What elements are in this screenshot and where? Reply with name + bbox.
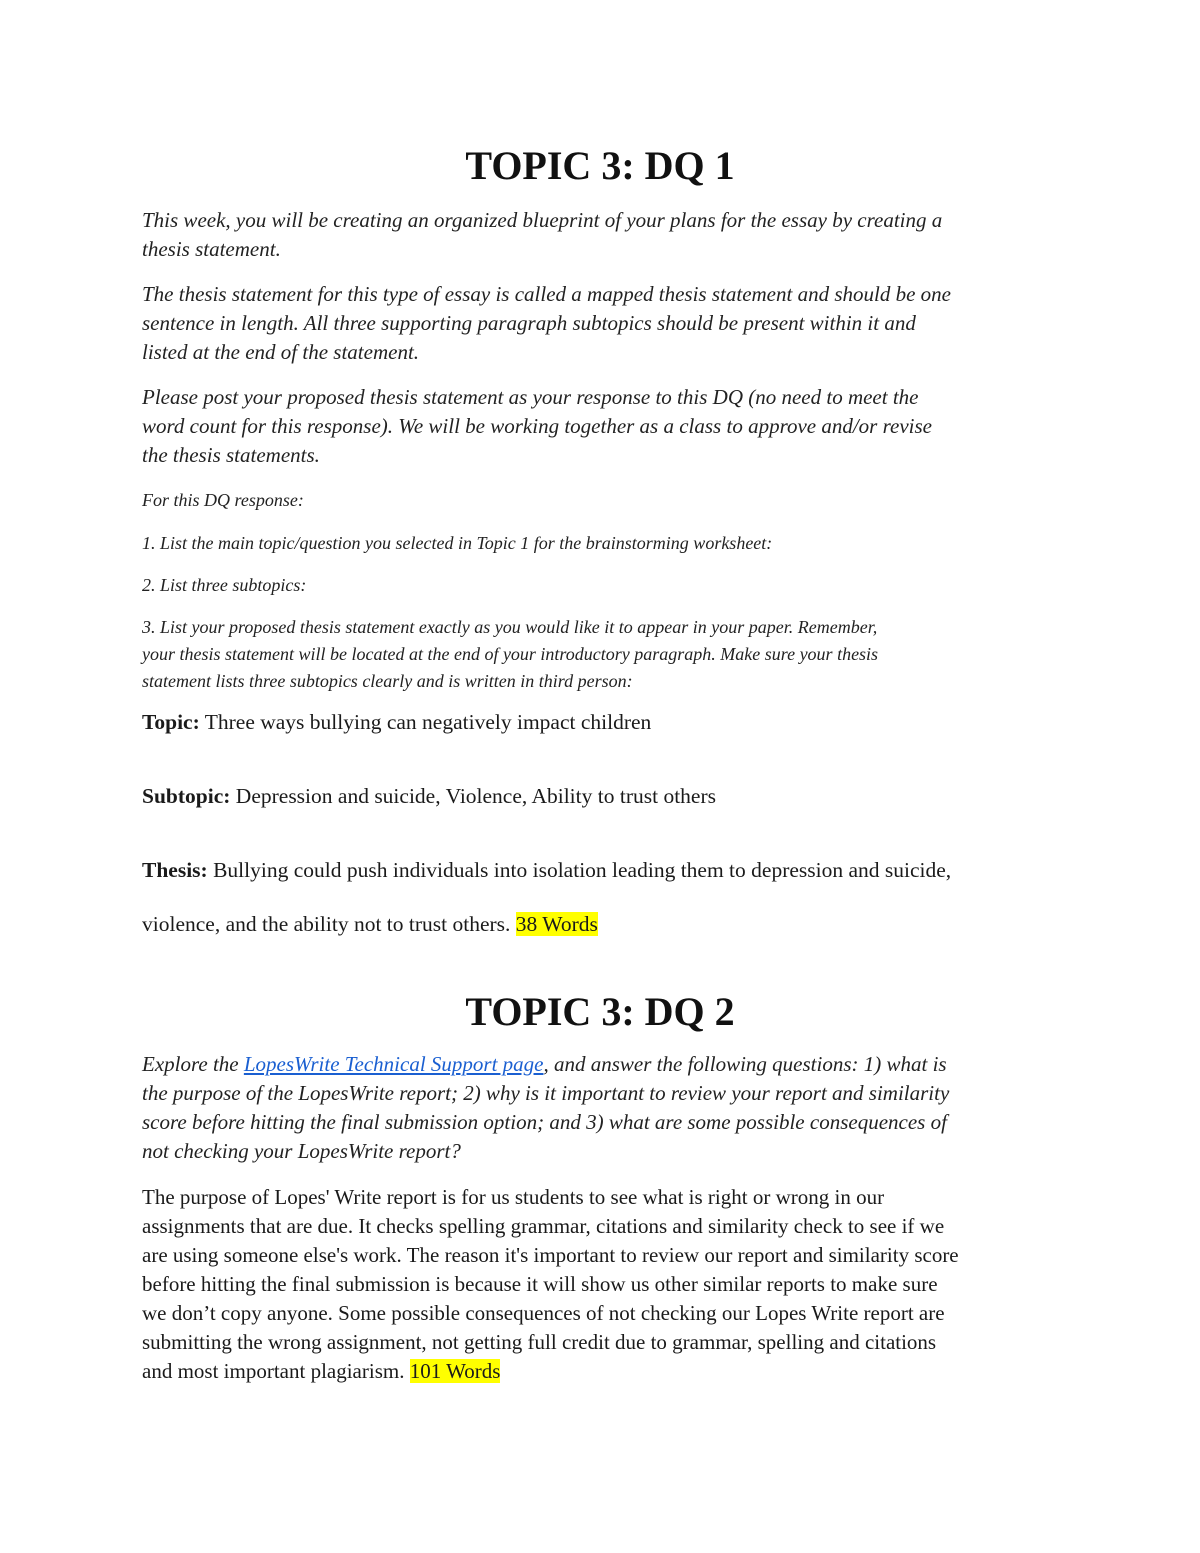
dq1-item-2: 2. List three subtopics:	[142, 575, 307, 595]
word-count-badge: 101 Words	[409, 1359, 501, 1383]
dq2-prompt-line: not checking your LopesWrite report?	[142, 1139, 461, 1163]
topic-label: Topic:	[142, 710, 200, 734]
dq1-p3-line: Please post your proposed thesis statement as your response to this DQ (no need to meet the	[142, 385, 919, 409]
dq2-answer-line: assignments that are due. It checks spelling grammar, citations and similarity check to see if we	[142, 1214, 945, 1238]
topic-value: Three ways bullying can negatively impact children	[199, 710, 652, 734]
dq1-item-3-line: your thesis statement will be located at the end of your introductory paragraph. Make sure your thesis	[142, 644, 879, 664]
dq2-answer-text: and most important plagiarism.	[142, 1359, 410, 1383]
dq1-thesis-row	[142, 858, 951, 883]
dq2-answer-line: are using someone else's work. The reason it's important to review our report and similarity score	[142, 1243, 959, 1267]
dq2-answer-line: The purpose of Lopes' Write report is for us students to see what is right or wrong in our	[142, 1185, 885, 1209]
dq1-p1-line: thesis statement.	[142, 237, 281, 261]
lopeswrite-support-link[interactable]: LopesWrite Technical Support page	[243, 1052, 544, 1076]
subtopic-value: Depression and suicide, Violence, Ability to trust others	[230, 784, 716, 808]
dq2-prompt-line: the purpose of the LopesWrite report; 2) why is it important to review your report and similarity	[142, 1081, 950, 1105]
dq2-prompt-line	[142, 1050, 947, 1079]
dq1-p2-line: listed at the end of the statement.	[142, 340, 420, 364]
dq1-item-1: 1. List the main topic/question you selected in Topic 1 for the brainstorming worksheet:	[142, 533, 773, 553]
dq2-prompt-text: Explore the	[142, 1052, 244, 1076]
dq1-item-3-line: 3. List your proposed thesis statement exactly as you would like it to appear in your paper. Remember,	[142, 617, 878, 637]
word-count-badge: 38 Words	[515, 912, 598, 936]
dq1-subtopic-row	[142, 784, 716, 809]
dq2-title: TOPIC 3: DQ 2	[465, 989, 735, 1034]
dq1-thesis-row-2	[142, 912, 598, 937]
dq1-title: TOPIC 3: DQ 1	[465, 143, 735, 188]
dq2-answer-line: before hitting the final submission is because it will show us other similar reports to make sure	[142, 1272, 938, 1296]
dq2-answer-last-line	[142, 1357, 500, 1386]
dq1-p2-line: The thesis statement for this type of essay is called a mapped thesis statement and should be one	[142, 282, 951, 306]
thesis-value: Bullying could push individuals into isolation leading them to depression and suicide,	[207, 858, 952, 882]
dq1-p1-line: This week, you will be creating an organized blueprint of your plans for the essay by creating a	[142, 208, 943, 232]
dq1-p2-line: sentence in length. All three supporting paragraph subtopics should be present within it and	[142, 311, 916, 335]
dq1-for-this: For this DQ response:	[142, 490, 304, 510]
dq2-answer-line: we don’t copy anyone. Some possible consequences of not checking our Lopes Write report are	[142, 1301, 945, 1325]
dq2-prompt-line: score before hitting the final submission option; and 3) what are some possible consequences of	[142, 1110, 947, 1134]
dq1-p3-line: word count for this response). We will be working together as a class to approve and/or revise	[142, 414, 932, 438]
dq1-p3-line: the thesis statements.	[142, 443, 320, 467]
thesis-label: Thesis:	[142, 858, 208, 882]
thesis-value-cont: violence, and the ability not to trust others.	[142, 912, 516, 936]
subtopic-label: Subtopic:	[142, 784, 231, 808]
dq1-item-3-line: statement lists three subtopics clearly and is written in third person:	[142, 671, 633, 691]
dq1-topic-row	[142, 710, 651, 735]
dq2-prompt-text: , and answer the following questions: 1) what is	[543, 1052, 947, 1076]
dq2-answer-line: submitting the wrong assignment, not getting full credit due to grammar, spelling and citations	[142, 1330, 937, 1354]
